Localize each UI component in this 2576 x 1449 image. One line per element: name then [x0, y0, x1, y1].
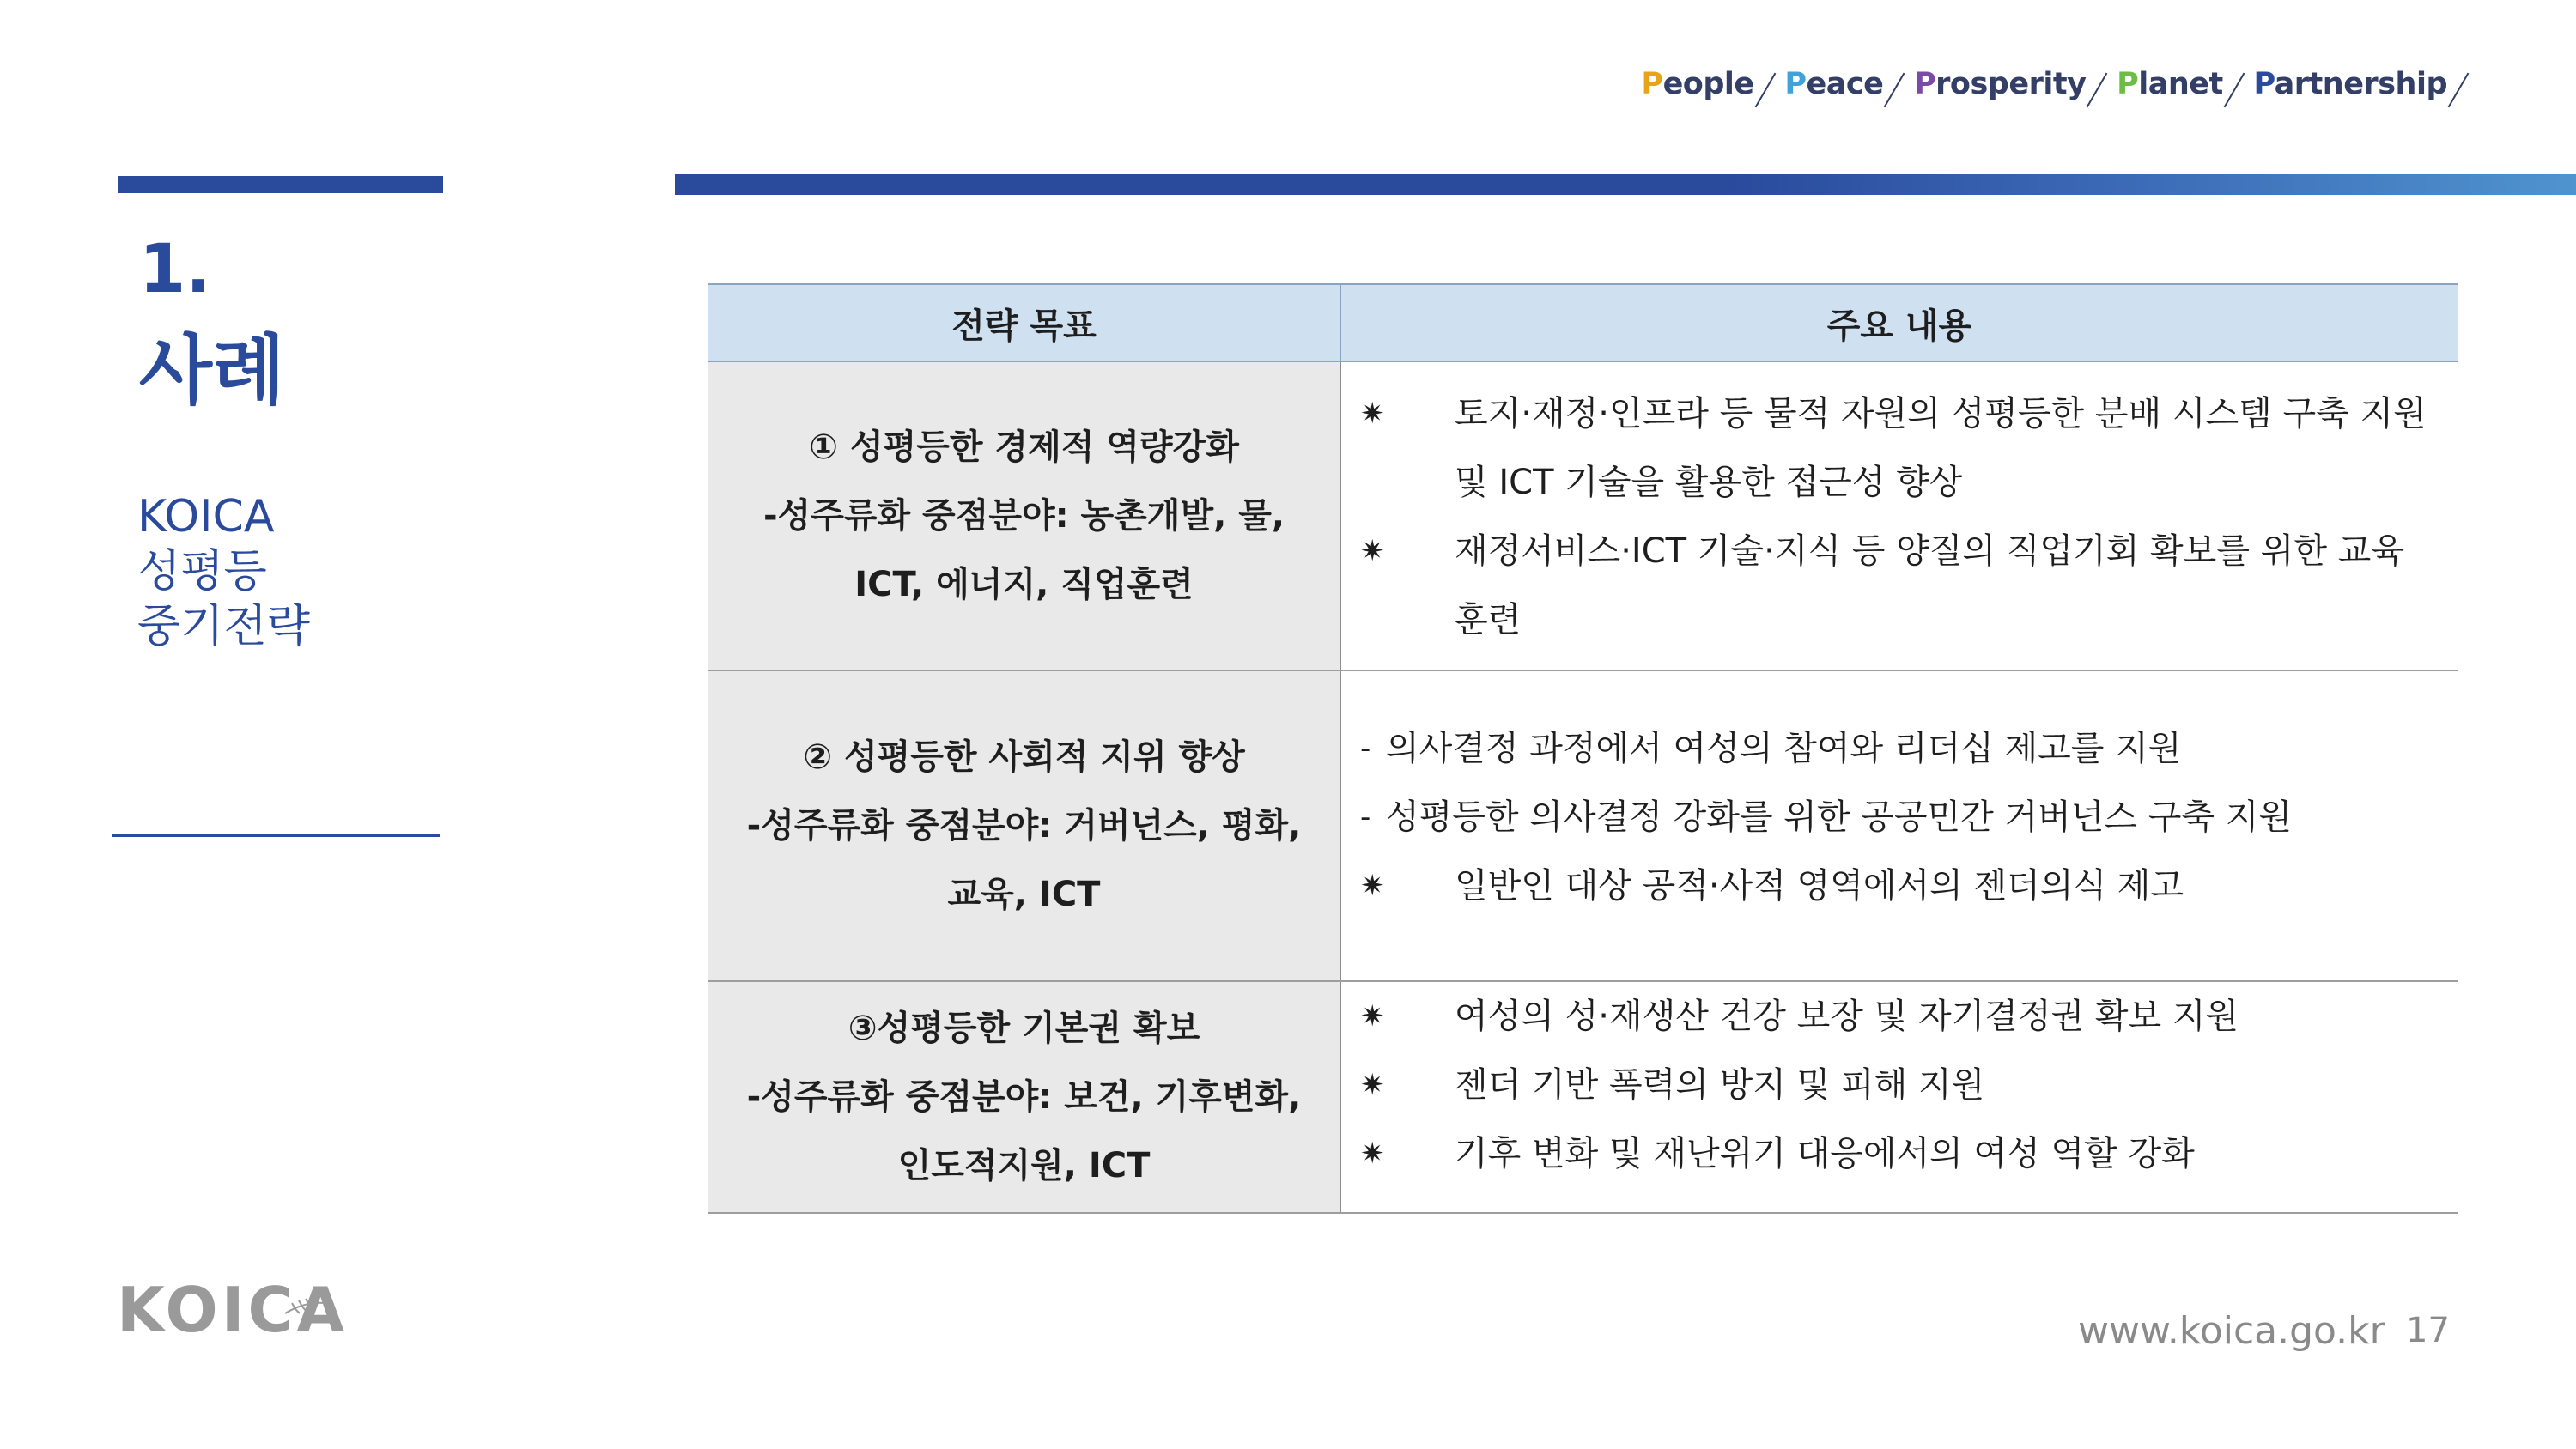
- slash-mark: [2223, 73, 2245, 108]
- tagline-initial: P: [2253, 67, 2275, 101]
- table-row: [708, 362, 2458, 671]
- list-item: [1360, 1051, 2447, 1119]
- asterisk-icon: ✷: [1360, 869, 1385, 903]
- strategy-table: [708, 283, 2458, 1214]
- item-text: 재정서비스·ICT 기술·지식 등 양질의 직업기회 확보를 위한 교육 훈련: [1455, 531, 2404, 640]
- tagline-prosperity: [1914, 67, 2086, 101]
- slash-mark: [2448, 73, 2470, 108]
- subtitle-line: 중기전략: [137, 601, 310, 652]
- tagline-peace: [1784, 67, 1883, 101]
- slash-mark: [1884, 73, 1905, 108]
- section-title: 사례: [139, 326, 286, 415]
- content-cell: [1341, 671, 2458, 980]
- item-text: 일반인 대상 공적·사적 영역에서의 젠더의식 제고: [1455, 866, 2184, 906]
- left-accent-bar: [118, 176, 443, 193]
- tagline-initial: P: [2117, 67, 2139, 101]
- goal-cell: [708, 982, 1341, 1212]
- item-text: 토지·재정·인프라 등 물적 자원의 성평등한 분배 시스템 구축 지원 및 ICT 기술을 활용한 접근성 향상: [1455, 394, 2427, 502]
- item-text: 의사결정 과정에서 여성의 참여와 리더십 제고를 지원: [1386, 729, 2182, 768]
- item-text: 젠더 기반 폭력의 방지 및 피해 지원: [1455, 1065, 1985, 1105]
- goal-cell: [708, 671, 1341, 980]
- tagline: [1641, 67, 2447, 101]
- asterisk-icon: ✷: [1360, 999, 1385, 1034]
- tagline-initial: P: [1914, 67, 1936, 101]
- asterisk-icon: ✷: [1360, 534, 1385, 568]
- list-item: [1360, 1119, 2447, 1188]
- section-number: 1.: [139, 231, 211, 308]
- tagline-initial: P: [1641, 67, 1663, 101]
- goal-line: 교육, ICT: [947, 875, 1101, 914]
- slash-mark: [1754, 73, 1776, 108]
- goal-line: ② 성평등한 사회적 지위 향상: [803, 737, 1245, 777]
- list-item: [1360, 852, 2447, 920]
- dash-bullet: -: [1360, 731, 1371, 766]
- tagline-planet: [2117, 67, 2223, 101]
- page-number: 17: [2406, 1311, 2450, 1350]
- tagline-rest: eople: [1662, 67, 1754, 101]
- section-subtitle: [137, 489, 310, 654]
- top-accent-bar: [675, 174, 2576, 195]
- slash-mark: [2087, 73, 2108, 108]
- asterisk-icon: ✷: [1360, 397, 1385, 431]
- tagline-rest: artnership: [2274, 67, 2447, 101]
- subtitle-line: KOICA: [137, 491, 275, 543]
- goal-line: ③성평등한 기본권 확보: [848, 1009, 1200, 1048]
- item-text: 여성의 성·재생산 건강 보장 및 자기결정권 확보 지원: [1455, 997, 2239, 1036]
- goal-line: 인도적지원, ICT: [897, 1146, 1151, 1185]
- table-row: [708, 982, 2458, 1214]
- subtitle-line: 성평등: [137, 546, 267, 597]
- goal-line: -성주류화 중점분야: 거버넌스, 평화,: [746, 806, 1302, 846]
- header-goal: 전략 목표: [708, 285, 1341, 361]
- tagline-rest: eace: [1806, 67, 1884, 101]
- tagline-initial: P: [1784, 67, 1807, 101]
- left-divider: [112, 834, 440, 837]
- list-item: [1360, 982, 2447, 1051]
- tagline-partnership: [2253, 67, 2447, 101]
- tagline-rest: lanet: [2138, 67, 2223, 101]
- koica-logo: KOICA: [117, 1274, 349, 1346]
- goal-line: ① 성평등한 경제적 역량강화: [809, 427, 1239, 467]
- table-header-row: [708, 283, 2458, 362]
- content-cell: [1341, 982, 2458, 1212]
- goal-line: -성주류화 중점분야: 농촌개발, 물,: [762, 496, 1285, 536]
- table-row: [708, 671, 2458, 982]
- list-item: [1360, 379, 2447, 517]
- goal-line: ICT, 에너지, 직업훈련: [854, 565, 1194, 604]
- list-item: [1360, 517, 2447, 654]
- item-text: 기후 변화 및 재난위기 대응에서의 여성 역할 강화: [1455, 1134, 2195, 1173]
- item-text: 성평등한 의사결정 강화를 위한 공공민간 거버넌스 구축 지원: [1386, 797, 2293, 837]
- asterisk-icon: ✷: [1360, 1137, 1385, 1171]
- leaf-icon: [283, 1298, 326, 1317]
- content-cell: [1341, 362, 2458, 670]
- dash-bullet: -: [1360, 800, 1371, 834]
- header-content: 주요 내용: [1826, 306, 1972, 346]
- goal-line: -성주류화 중점분야: 보건, 기후변화,: [746, 1077, 1302, 1117]
- list-item: [1360, 783, 2447, 852]
- goal-cell: [708, 362, 1341, 670]
- asterisk-icon: ✷: [1360, 1068, 1385, 1102]
- website-url: www.koica.go.kr: [2078, 1309, 2385, 1353]
- list-item: [1360, 714, 2447, 783]
- tagline-rest: rosperity: [1935, 67, 2087, 101]
- tagline-people: [1641, 67, 1753, 101]
